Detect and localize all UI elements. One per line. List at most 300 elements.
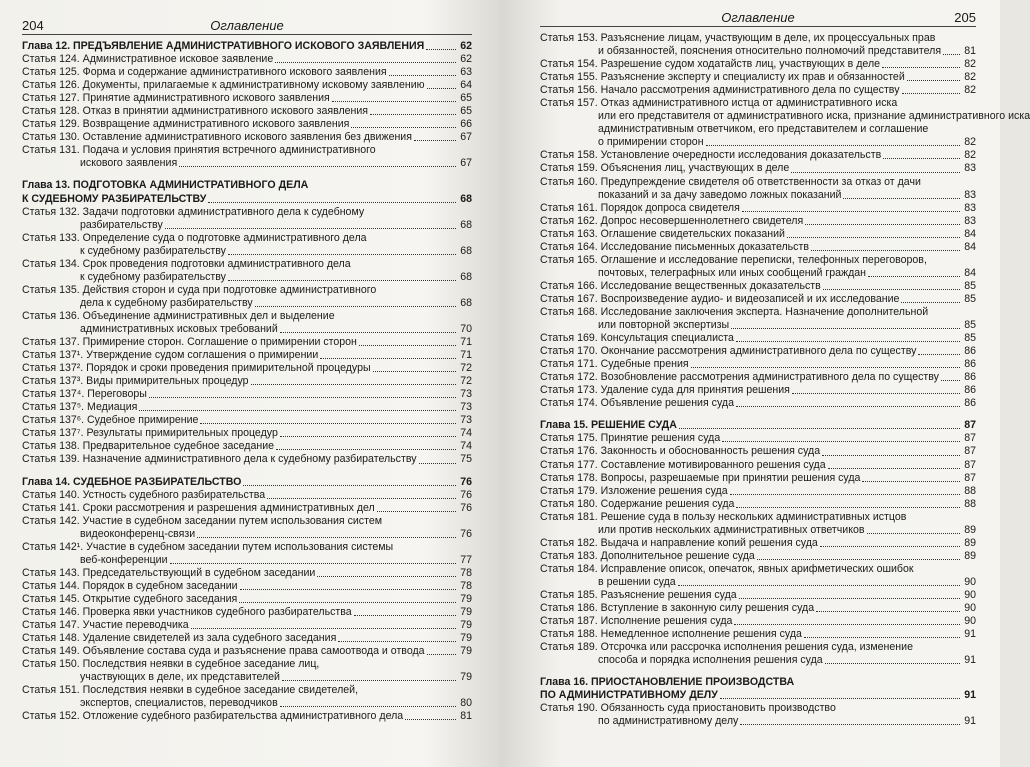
toc-page-number: 79 <box>460 592 472 605</box>
toc-entry-text: Статья 137⁶. Судебное примирение <box>22 414 199 427</box>
toc-entry-text: Статья 137⁵. Медиация <box>22 401 138 414</box>
toc-page-number: 76 <box>460 501 472 514</box>
toc-page-number: 67 <box>460 131 472 144</box>
toc-article-entry <box>540 254 976 280</box>
toc-entry-text: Статья 181. Решение суда в пользу нескольких административных истцов <box>540 510 907 523</box>
toc-page-number: 76 <box>460 527 472 540</box>
left-page-number: 204 <box>22 18 44 33</box>
toc-entry-text: Статья 137⁴. Переговоры <box>22 388 147 401</box>
toc-leader-dots <box>757 550 960 560</box>
toc-article-entry <box>540 537 976 550</box>
toc-entry-text: дела к судебному разбирательству <box>80 296 253 309</box>
toc-leader-dots <box>414 131 456 141</box>
toc-leader-dots <box>282 671 456 681</box>
toc-leader-dots <box>943 45 960 55</box>
toc-leader-dots <box>902 84 961 94</box>
toc-entry-text: Статья 145. Открытие судебного заседания <box>22 592 238 605</box>
left-page <box>0 0 500 767</box>
toc-leader-dots <box>816 602 960 612</box>
toc-entry-text: Статья 137. Примирение сторон. Соглашение о примирении сторон <box>22 336 357 349</box>
toc-page-number: 83 <box>964 162 976 175</box>
toc-entry-text: К СУДЕБНОМУ РАЗБИРАТЕЛЬСТВУ <box>22 192 207 205</box>
toc-page-number: 67 <box>460 157 472 170</box>
toc-article-entry <box>22 440 472 453</box>
toc-page-number: 62 <box>460 53 472 66</box>
toc-entry-text: Статья 186. Вступление в законную силу решения суда <box>540 602 815 615</box>
toc-article-entry <box>540 176 976 202</box>
toc-page-number: 87 <box>964 471 976 484</box>
toc-article-entry <box>540 215 976 228</box>
right-page <box>500 0 1030 767</box>
toc-page-number: 84 <box>964 227 976 240</box>
toc-leader-dots <box>804 628 960 638</box>
toc-article-entry <box>540 306 976 332</box>
toc-entry-text: Статья 159. Объяснения лиц, участвующих в деле <box>540 162 790 175</box>
toc-entry-text: Статья 185. Разъяснение решения суда <box>540 588 737 601</box>
toc-leader-dots <box>427 79 456 89</box>
toc-leader-dots <box>243 476 456 486</box>
toc-article-entry <box>540 71 976 84</box>
toc-leader-dots <box>736 397 960 407</box>
toc-chapter-entry <box>22 40 472 53</box>
toc-article-entry <box>22 336 472 349</box>
toc-page-number: 89 <box>964 549 976 562</box>
toc-entry-text: Статья 160. Предупреждение свидетеля об ответственности за отказ от дачи <box>540 175 921 188</box>
toc-entry-text: Статья 142. Участие в судебном заседании путем использования систем <box>22 514 383 527</box>
toc-entry-text: Статья 124. Административное исковое заявление <box>22 53 274 66</box>
toc-leader-dots <box>787 228 960 238</box>
toc-entry-text: Статья 150. Последствия неявки в судебное заседание лиц, <box>22 658 320 671</box>
toc-article-entry <box>22 502 472 515</box>
toc-article-entry <box>22 515 472 541</box>
toc-leader-dots <box>228 271 456 281</box>
toc-leader-dots <box>419 453 456 463</box>
toc-entry-text: и обязанностей, пояснения относительно полномочий представителя <box>598 45 942 58</box>
left-running-header <box>22 18 472 35</box>
toc-leader-dots <box>267 489 456 499</box>
right-page-title: Оглавление <box>721 10 795 25</box>
toc-page-number: 86 <box>964 345 976 358</box>
toc-leader-dots <box>883 149 960 159</box>
left-page-title: Оглавление <box>210 18 284 33</box>
toc-page-number: 91 <box>964 628 976 641</box>
toc-page-number: 91 <box>964 654 976 667</box>
toc-page-number: 78 <box>460 579 472 592</box>
toc-article-entry <box>22 66 472 79</box>
toc-page-number: 64 <box>460 79 472 92</box>
toc-entry-text: Статья 164. Исследование письменных доказательств <box>540 240 809 253</box>
toc-article-entry <box>540 511 976 537</box>
toc-entry-text: участвующих в деле, их представителей <box>80 671 280 684</box>
toc-leader-dots <box>240 580 456 590</box>
toc-entry-text: Статья 143. Председательствующий в судебном заседании <box>22 566 316 579</box>
toc-leader-dots <box>731 319 960 329</box>
toc-entry-text: Статья 140. Устность судебного разбирательства <box>22 488 266 501</box>
toc-page-number: 86 <box>964 371 976 384</box>
toc-article-entry <box>540 358 976 371</box>
toc-leader-dots <box>280 427 456 437</box>
toc-entry-text: Статья 128. Отказ в принятии административного искового заявления <box>22 105 369 118</box>
toc-page-number: 72 <box>460 362 472 375</box>
toc-article-entry <box>540 485 976 498</box>
toc-page-number: 73 <box>460 401 472 414</box>
toc-entry-text: Статья 130. Оставление административного искового заявления без движения <box>22 131 412 144</box>
toc-leader-dots <box>740 715 960 725</box>
toc-page-number: 81 <box>460 710 472 723</box>
toc-leader-dots <box>730 485 960 495</box>
toc-article-entry <box>22 206 472 232</box>
toc-page-number: 85 <box>964 279 976 292</box>
toc-page-number: 82 <box>964 149 976 162</box>
toc-entry-text: показаний и за дачу заведомо ложных показаний <box>598 188 842 201</box>
toc-article-entry <box>22 118 472 131</box>
toc-entry-text: Статья 178. Вопросы, разрешаемые при принятии решения суда <box>540 471 861 484</box>
toc-page-number: 88 <box>964 497 976 510</box>
toc-page-number: 66 <box>460 118 472 131</box>
toc-page-number: 68 <box>460 270 472 283</box>
toc-page-number: 79 <box>460 671 472 684</box>
toc-article-entry <box>22 580 472 593</box>
toc-entry-text: административным ответчиком, его представителем и соглашение <box>598 123 929 136</box>
toc-page-number: 85 <box>964 332 976 345</box>
toc-entry-text: Статья 149. Объявление состава суда и разъяснение права самоотвода и отвода <box>22 645 425 658</box>
toc-entry-text: Статья 184. Исправление описок, опечаток, явных арифметических ошибок <box>540 562 914 575</box>
toc-entry-text: Статья 157. Отказ административного истца от административного иска <box>540 97 898 110</box>
toc-entry-text: Статья 125. Форма и содержание административного искового заявления <box>22 66 387 79</box>
toc-article-entry <box>540 149 976 162</box>
toc-entry-text: видеоконференц-связи <box>80 527 196 540</box>
toc-page-number: 88 <box>964 484 976 497</box>
toc-entry-text: в решении суда <box>598 575 676 588</box>
toc-entry-text: Статья 132. Задачи подготовки административного дела к судебному <box>22 205 365 218</box>
toc-article-entry <box>22 489 472 502</box>
toc-leader-dots <box>197 528 456 538</box>
toc-entry-text: Статья 169. Консультация специалиста <box>540 332 734 345</box>
toc-entry-text: Статья 183. Дополнительное решение суда <box>540 549 755 562</box>
toc-leader-dots <box>720 689 960 699</box>
toc-page-number: 78 <box>460 566 472 579</box>
toc-entry-text: Статья 135. Действия сторон и суда при подготовке административного <box>22 283 377 296</box>
toc-article-entry <box>540 563 976 589</box>
toc-page-number: 71 <box>460 336 472 349</box>
toc-leader-dots <box>736 332 960 342</box>
toc-page-number: 82 <box>964 58 976 71</box>
toc-entry-text: или повторной экспертизы <box>598 319 730 332</box>
toc-leader-dots <box>867 524 961 534</box>
toc-page-number: 74 <box>460 427 472 440</box>
toc-article-entry <box>540 602 976 615</box>
toc-page-number: 79 <box>460 632 472 645</box>
toc-article-entry <box>22 401 472 414</box>
toc-entry-text: к судебному разбирательству <box>80 270 226 283</box>
toc-article-entry <box>22 53 472 66</box>
toc-leader-dots <box>691 358 960 368</box>
toc-page-number: 79 <box>460 605 472 618</box>
toc-article-entry <box>540 371 976 384</box>
toc-entry-text: Статья 139. Назначение административного дела к судебному разбирательству <box>22 453 417 466</box>
toc-leader-dots <box>706 136 960 146</box>
toc-entry-text: к судебному разбирательству <box>80 244 226 257</box>
toc-page-number: 83 <box>964 201 976 214</box>
toc-page-number: 76 <box>460 488 472 501</box>
toc-entry-text: Статья 180. Содержание решения суда <box>540 497 735 510</box>
toc-entry-text: Статья 174. Объявление решения суда <box>540 397 734 410</box>
toc-page-number: 71 <box>460 349 472 362</box>
toc-article-entry <box>22 606 472 619</box>
toc-article-entry <box>22 375 472 388</box>
toc-entry-text: Статья 187. Исполнение решения суда <box>540 615 733 628</box>
toc-leader-dots <box>200 414 456 424</box>
toc-leader-dots <box>734 615 960 625</box>
toc-page-number: 91 <box>964 689 976 702</box>
toc-entry-text: Статья 137⁷. Результаты примирительных процедур <box>22 427 278 440</box>
toc-page-number: 87 <box>964 458 976 471</box>
toc-entry-text: по административному делу <box>598 715 739 728</box>
toc-entry-text: Глава 16. ПРИОСТАНОВЛЕНИЕ ПРОИЗВОДСТВА <box>540 676 795 689</box>
toc-entry-text: Статья 189. Отсрочка или рассрочка исполнения решения суда, изменение <box>540 641 913 654</box>
toc-leader-dots <box>679 419 960 429</box>
toc-leader-dots <box>170 554 456 564</box>
toc-article-entry <box>22 658 472 684</box>
toc-entry-text: Статья 158. Установление очередности исследования доказательств <box>540 149 882 162</box>
toc-page-number: 82 <box>964 136 976 149</box>
toc-chapter-entry <box>540 419 976 432</box>
toc-page-number: 76 <box>460 475 472 488</box>
toc-article-entry <box>540 228 976 241</box>
toc-entry-text: Статья 156. Начало рассмотрения административного дела по существу <box>540 84 900 97</box>
toc-page-number: 84 <box>964 240 976 253</box>
toc-leader-dots <box>805 215 960 225</box>
toc-entry-text: или его представителя от административного иска, признание административного иска <box>598 110 1030 123</box>
toc-leader-dots <box>320 349 456 359</box>
toc-leader-dots <box>191 619 456 629</box>
toc-entry-text: Статья 137³. Виды примирительных процедур <box>22 375 249 388</box>
toc-entry-text: Глава 12. ПРЕДЪЯВЛЕНИЕ АДМИНИСТРАТИВНОГО ИСКОВОГО ЗАЯВЛЕНИЯ <box>22 40 425 52</box>
toc-leader-dots <box>275 53 456 63</box>
toc-article-entry <box>22 362 472 375</box>
right-page-number: 205 <box>954 10 976 25</box>
toc-entry-text: Статья 172. Возобновление рассмотрения административного дела по существу <box>540 371 939 384</box>
toc-page-number: 89 <box>964 523 976 536</box>
toc-page-number: 85 <box>964 292 976 305</box>
toc-entry-text: Статья 146. Проверка явки участников судебного разбирательства <box>22 605 352 618</box>
toc-leader-dots <box>736 498 960 508</box>
toc-leader-dots <box>901 293 960 303</box>
toc-leader-dots <box>678 576 960 586</box>
toc-page-number: 90 <box>964 575 976 588</box>
toc-page-number: 68 <box>460 218 472 231</box>
toc-chapter-entry <box>22 179 472 205</box>
toc-article-entry <box>22 593 472 606</box>
toc-article-entry <box>540 97 1030 149</box>
toc-entry-text: Статья 126. Документы, прилагаемые к административному исковому заявлению <box>22 79 425 92</box>
toc-page-number: 82 <box>964 84 976 97</box>
toc-page-number: 90 <box>964 615 976 628</box>
toc-leader-dots <box>426 40 456 50</box>
toc-article-entry <box>540 32 976 58</box>
toc-entry-text: Статья 133. Определение суда о подготовке административного дела <box>22 231 367 244</box>
toc-article-entry <box>540 615 976 628</box>
toc-page-number: 77 <box>460 553 472 566</box>
toc-leader-dots <box>251 375 456 385</box>
toc-article-entry <box>540 241 976 254</box>
toc-entry-text: веб-конференции <box>80 553 168 566</box>
toc-entry-text: Статья 161. Порядок допроса свидетеля <box>540 201 740 214</box>
toc-article-entry <box>22 105 472 118</box>
toc-article-entry <box>22 541 472 567</box>
toc-article-entry <box>540 58 976 71</box>
toc-entry-text: Статья 153. Разъяснение лицам, участвующим в деле, их процессуальных прав <box>540 32 936 44</box>
toc-article-entry <box>540 384 976 397</box>
toc-page-number: 81 <box>964 45 976 58</box>
toc-article-entry <box>540 432 976 445</box>
toc-article-entry <box>540 293 976 306</box>
toc-article-entry <box>540 345 976 358</box>
toc-entry-text: Статья 129. Возвращение административного искового заявления <box>22 118 350 131</box>
toc-entry-text: Статья 147. Участие переводчика <box>22 619 189 632</box>
right-running-header <box>540 10 976 27</box>
toc-article-entry <box>540 589 976 602</box>
toc-leader-dots <box>338 632 456 642</box>
toc-article-entry <box>540 498 976 511</box>
toc-entry-text: Статья 175. Принятие решения суда <box>540 432 721 445</box>
toc-article-entry <box>540 445 976 458</box>
toc-article-entry <box>22 414 472 427</box>
toc-entry-text: административных исковых требований <box>80 322 278 335</box>
toc-entry-text: Статья 165. Оглашение и исследование переписки, телефонных переговоров, <box>540 253 927 266</box>
toc-leader-dots <box>882 58 960 68</box>
toc-entry-text: Статья 127. Принятие административного искового заявления <box>22 92 330 105</box>
toc-leader-dots <box>354 606 456 616</box>
toc-entry-text: Статья 166. Исследование вещественных доказательств <box>540 279 821 292</box>
toc-page-number: 90 <box>964 588 976 601</box>
toc-page-number: 74 <box>460 440 472 453</box>
toc-leader-dots <box>941 371 960 381</box>
toc-entry-text: Статья 182. Выдача и направление копий решения суда <box>540 536 818 549</box>
toc-entry-text: Статья 137¹. Утверждение судом соглашения о примирении <box>22 349 319 362</box>
toc-page-number: 73 <box>460 414 472 427</box>
toc-leader-dots <box>739 589 960 599</box>
toc-article-entry <box>540 332 976 345</box>
toc-chapter-entry <box>540 676 976 702</box>
toc-leader-dots <box>255 297 456 307</box>
toc-entry-text: Статья 163. Оглашение свидетельских показаний <box>540 227 785 240</box>
toc-chapter-entry <box>22 476 472 489</box>
toc-leader-dots <box>280 697 456 707</box>
toc-page-number: 86 <box>964 384 976 397</box>
toc-leader-dots <box>389 66 456 76</box>
toc-entry-text: Статья 144. Порядок в судебном заседании <box>22 579 238 592</box>
toc-leader-dots <box>791 162 960 172</box>
toc-page-number: 65 <box>460 105 472 118</box>
toc-page-number: 83 <box>964 214 976 227</box>
toc-article-entry <box>22 710 472 723</box>
toc-leader-dots <box>373 362 456 372</box>
toc-entry-text: Статья 136. Объединение административных дел и выделение <box>22 309 335 322</box>
toc-entry-text: Статья 179. Изложение решения суда <box>540 484 728 497</box>
toc-page-number: 86 <box>964 397 976 410</box>
toc-article-entry <box>22 632 472 645</box>
toc-entry-text: Статья 173. Удаление суда для принятия решения <box>540 384 790 397</box>
toc-page-number: 84 <box>964 266 976 279</box>
toc-page-number: 90 <box>964 602 976 615</box>
toc-entry-text: Статья 148. Удаление свидетелей из зала судебного заседания <box>22 632 337 645</box>
left-toc-list <box>22 40 472 723</box>
toc-article-entry <box>22 427 472 440</box>
toc-page-number: 80 <box>460 697 472 710</box>
toc-entry-text: Статья 176. Законность и обоснованность решения суда <box>540 445 821 458</box>
toc-entry-text: Статья 170. Окончание рассмотрения административного дела по существу <box>540 345 917 358</box>
toc-article-entry <box>22 567 472 580</box>
toc-leader-dots <box>843 189 960 199</box>
toc-article-entry <box>22 92 472 105</box>
toc-leader-dots <box>239 593 456 603</box>
toc-article-entry <box>540 84 976 97</box>
toc-article-entry <box>540 702 976 728</box>
toc-leader-dots <box>792 384 960 394</box>
toc-article-entry <box>540 280 976 293</box>
toc-leader-dots <box>351 118 456 128</box>
toc-entry-text: о примирении сторон <box>598 136 704 149</box>
toc-entry-text: Глава 14. СУДЕБНОЕ РАЗБИРАТЕЛЬСТВО <box>22 475 242 488</box>
toc-article-entry <box>22 645 472 658</box>
toc-leader-dots <box>332 92 456 102</box>
toc-page-number: 68 <box>460 296 472 309</box>
toc-entry-text: Статья 138. Предварительное судебное заседание <box>22 440 275 453</box>
toc-leader-dots <box>359 336 456 346</box>
toc-article-entry <box>540 162 976 175</box>
toc-entry-text: разбирательству <box>80 218 163 231</box>
toc-entry-text: или против нескольких административных ответчиков <box>598 523 865 536</box>
toc-page-number: 72 <box>460 375 472 388</box>
toc-page-number: 83 <box>964 188 976 201</box>
toc-article-entry <box>22 284 472 310</box>
toc-entry-text: искового заявления <box>80 157 178 170</box>
toc-page-number: 86 <box>964 358 976 371</box>
toc-page-number: 63 <box>460 66 472 79</box>
toc-page-number: 82 <box>964 71 976 84</box>
toc-page-number: 68 <box>460 244 472 257</box>
toc-leader-dots <box>139 401 456 411</box>
toc-leader-dots <box>280 323 456 333</box>
toc-entry-text: экспертов, специалистов, переводчиков <box>80 697 278 710</box>
toc-leader-dots <box>828 459 960 469</box>
toc-leader-dots <box>918 345 960 355</box>
toc-page-number: 79 <box>460 619 472 632</box>
toc-entry-text: Глава 15. РЕШЕНИЕ СУДА <box>540 419 677 432</box>
toc-page-number: 73 <box>460 388 472 401</box>
toc-article-entry <box>22 310 472 336</box>
toc-entry-text: Статья 151. Последствия неявки в судебное заседание свидетелей, <box>22 684 359 697</box>
toc-leader-dots <box>208 193 456 203</box>
toc-page-number: 87 <box>964 445 976 458</box>
toc-article-entry <box>22 619 472 632</box>
toc-entry-text: Статья 154. Разрешение судом ходатайств лиц, участвующих в деле <box>540 58 881 71</box>
toc-entry-text: Статья 155. Разъяснение эксперту и специалисту их прав и обязанностей <box>540 71 905 84</box>
toc-entry-text: Статья 177. Составление мотивированного решения суда <box>540 458 826 471</box>
toc-leader-dots <box>811 241 960 251</box>
toc-entry-text: Статья 162. Допрос несовершеннолетнего свидетеля <box>540 214 804 227</box>
toc-page-number: 87 <box>964 432 976 445</box>
toc-leader-dots <box>868 267 960 277</box>
toc-article-entry <box>540 202 976 215</box>
toc-leader-dots <box>405 710 456 720</box>
toc-leader-dots <box>427 645 456 655</box>
toc-entry-text: Статья 134. Срок проведения подготовки административного дела <box>22 257 351 270</box>
toc-page-number: 62 <box>460 40 472 52</box>
toc-page-number: 89 <box>964 536 976 549</box>
toc-leader-dots <box>276 440 456 450</box>
